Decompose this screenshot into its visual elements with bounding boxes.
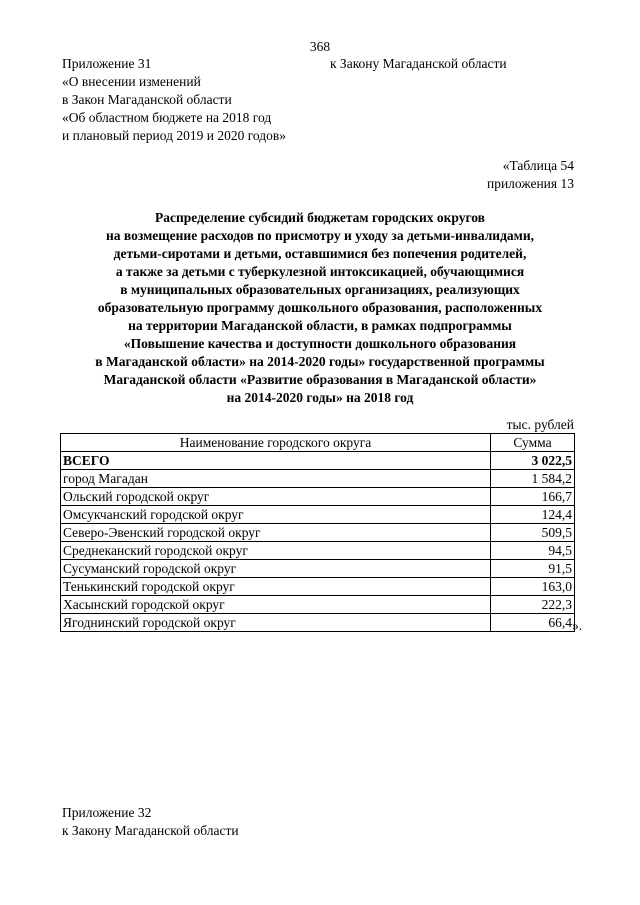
total-value: 3 022,5 bbox=[491, 452, 575, 470]
next-annex-line: Приложение 32 bbox=[62, 805, 152, 820]
annex-line: в Закон Магаданской области bbox=[62, 92, 232, 107]
table-reference bbox=[487, 157, 574, 193]
table-row bbox=[61, 542, 575, 560]
district-sum: 222,3 bbox=[491, 596, 575, 614]
title-line: а также за детьми с туберкулезной интоксикацией, обучающимися bbox=[115, 264, 525, 279]
district-name: Среднеканский городской округ bbox=[61, 542, 491, 560]
district-sum: 163,0 bbox=[491, 578, 575, 596]
district-sum: 66,4 bbox=[491, 614, 575, 632]
district-sum: 509,5 bbox=[491, 524, 575, 542]
document-title bbox=[0, 209, 640, 407]
table-reference-line: «Таблица 54 bbox=[502, 158, 574, 173]
title-line: в муниципальных образовательных организациях, реализующих bbox=[120, 282, 520, 297]
title-line: в Магаданской области» на 2014-2020 годы» государственной программы bbox=[95, 354, 545, 369]
table-row bbox=[61, 614, 575, 632]
district-name: Омсукчанский городской округ bbox=[61, 506, 491, 524]
next-annex-header bbox=[62, 804, 239, 840]
title-line: на территории Магаданской области, в рамках подпрограммы bbox=[128, 318, 512, 333]
title-line: Магаданской области «Развитие образования в Магаданской области» bbox=[103, 372, 537, 387]
table-row bbox=[61, 560, 575, 578]
title-line: Распределение субсидий бюджетам городских округов bbox=[155, 210, 485, 225]
district-sum: 124,4 bbox=[491, 506, 575, 524]
next-annex-line: к Закону Магаданской области bbox=[62, 823, 239, 838]
header-sum: Сумма bbox=[491, 434, 575, 452]
closing-quote: ». bbox=[572, 618, 583, 633]
district-sum: 91,5 bbox=[491, 560, 575, 578]
district-name: Ягоднинский городской округ bbox=[61, 614, 491, 632]
table-row bbox=[61, 506, 575, 524]
district-name: Ольский городской округ bbox=[61, 488, 491, 506]
title-line: образовательную программу дошкольного образования, расположенных bbox=[97, 300, 543, 315]
table-header-row bbox=[61, 434, 575, 452]
law-reference: к Закону Магаданской области bbox=[330, 56, 507, 71]
subsidy-table bbox=[60, 433, 575, 632]
units-label: тыс. рублей bbox=[506, 417, 574, 432]
title-line: на 2014-2020 годы» на 2018 год bbox=[226, 390, 414, 405]
district-name: Хасынский городской округ bbox=[61, 596, 491, 614]
table-row bbox=[61, 470, 575, 488]
district-name: город Магадан bbox=[61, 470, 491, 488]
title-line: «Повышение качества и доступности дошкольного образования bbox=[123, 336, 517, 351]
district-sum: 166,7 bbox=[491, 488, 575, 506]
table-reference-line: приложения 13 bbox=[486, 176, 574, 191]
table-row bbox=[61, 578, 575, 596]
district-name: Северо-Эвенский городской округ bbox=[61, 524, 491, 542]
total-label: ВСЕГО bbox=[61, 452, 491, 470]
district-name: Сусуманский городской округ bbox=[61, 560, 491, 578]
district-sum: 94,5 bbox=[491, 542, 575, 560]
header-district-name: Наименование городского округа bbox=[61, 434, 491, 452]
page-number: 368 bbox=[309, 39, 331, 54]
annex-line: и плановый период 2019 и 2020 годов» bbox=[62, 128, 287, 143]
table-row bbox=[61, 524, 575, 542]
annex-line: «Об областном бюджете на 2018 год bbox=[62, 110, 272, 125]
table-row bbox=[61, 596, 575, 614]
title-line: детьми-сиротами и детьми, оставшимися без попечения родителей, bbox=[113, 246, 527, 261]
annex-header bbox=[62, 55, 286, 145]
total-row bbox=[61, 452, 575, 470]
district-name: Тенькинский городской округ bbox=[61, 578, 491, 596]
annex-line: «О внесении изменений bbox=[62, 74, 201, 89]
district-sum: 1 584,2 bbox=[491, 470, 575, 488]
table-row bbox=[61, 488, 575, 506]
annex-line: Приложение 31 bbox=[62, 56, 152, 71]
title-line: на возмещение расходов по присмотру и уходу за детьми-инвалидами, bbox=[105, 228, 535, 243]
